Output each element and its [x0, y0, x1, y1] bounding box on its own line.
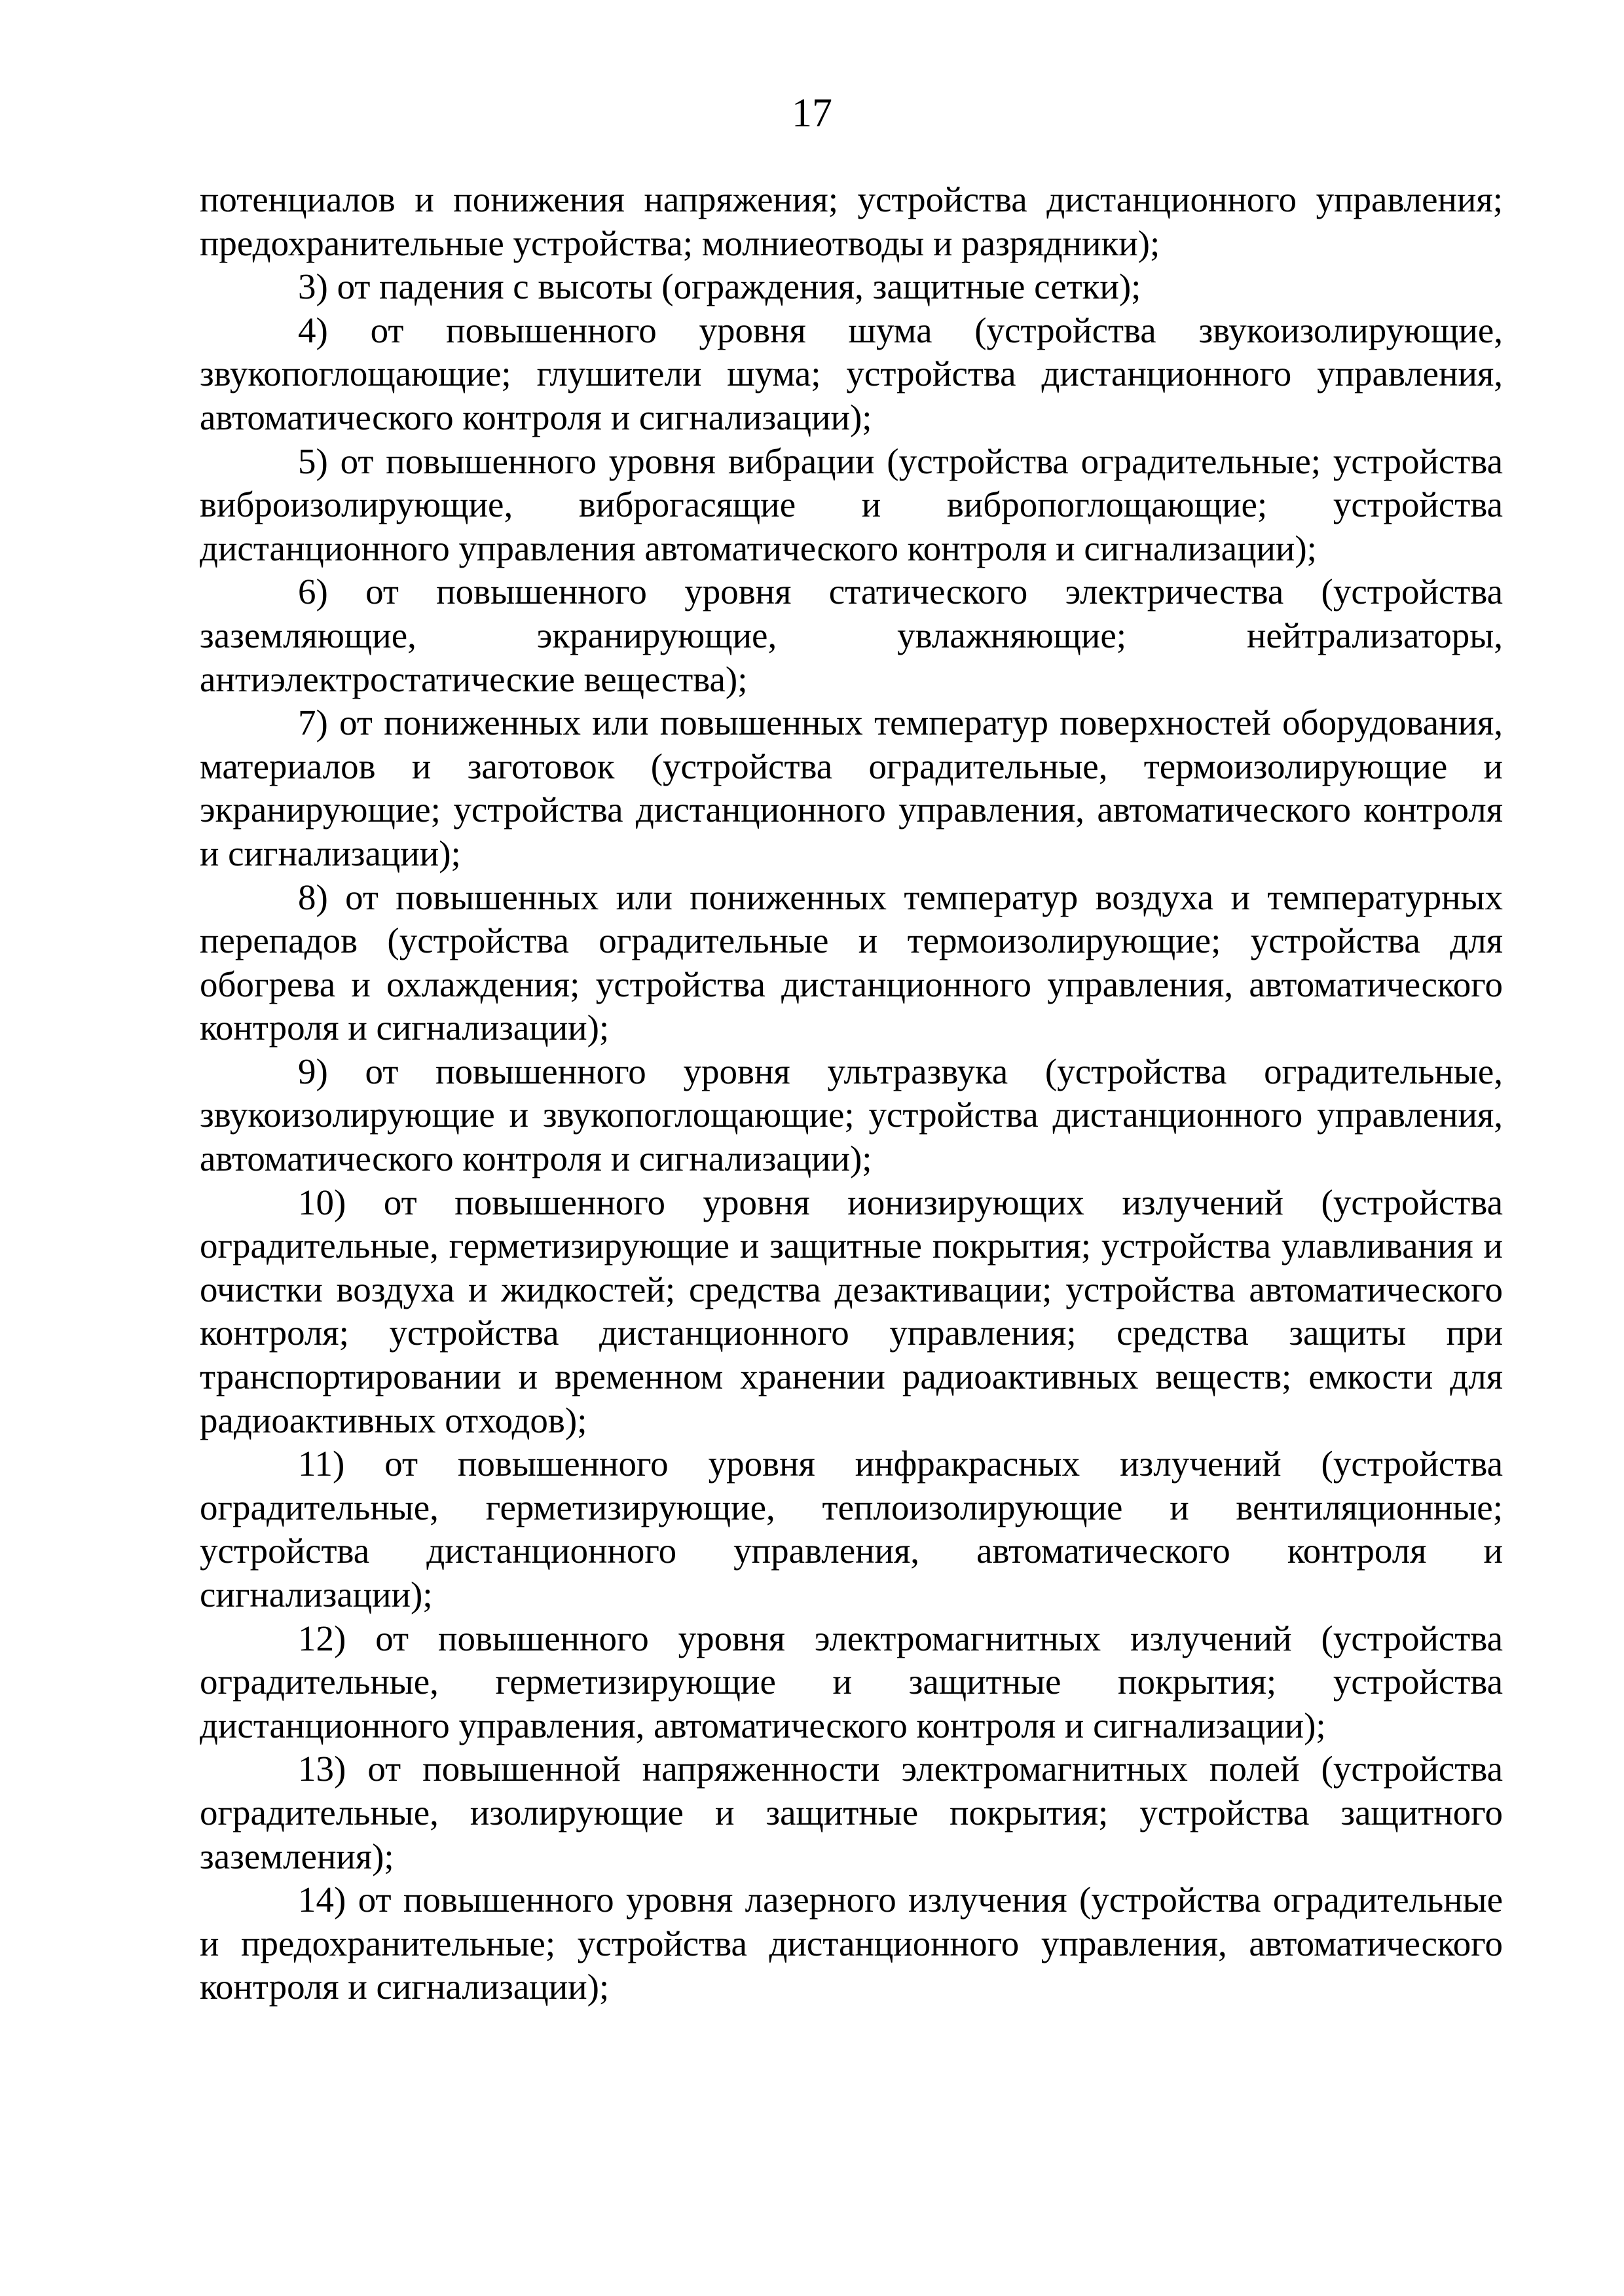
document-body — [200, 178, 1503, 2009]
list-item-6: 6) от повышенного уровня статического электричества (устройства заземляющие, экранирующие, увлажняющие; нейтрализаторы, антиэлектростатические вещества); — [200, 572, 1503, 699]
page-number: 17 — [792, 91, 832, 136]
list-item-13: 13) от повышенной напряженности электромагнитных полей (устройства оградительные, изолирующие и защитные покрытия; устройства защитного заземления); — [200, 1749, 1503, 1876]
list-item-8: 8) от повышенных или пониженных температур воздуха и температурных перепадов (устройства оградительные и термоизолирующие; устройства для обогрева и охлаждения; устройства дистанционного управления, автоматического контроля и сигнализации); — [200, 877, 1503, 1048]
list-item-10: 10) от повышенного уровня ионизирующих излучений (устройства оградительные, герметизирующие и защитные покрытия; устройства улавливания и очистки воздуха и жидкостей; средства дезактивации; устройства автоматического контроля; устройства дистанционного управления; средства защиты при транспортировании и временном хранении радиоактивных веществ; емкости для радиоактивных отходов); — [200, 1182, 1503, 1440]
paragraph-continuation: потенциалов и понижения напряжения; устройства дистанционного управления; предохранительные устройства; молниеотводы и разрядники); — [200, 179, 1503, 263]
list-item-12: 12) от повышенного уровня электромагнитных излучений (устройства оградительные, герметизирующие и защитные покрытия; устройства дистанционного управления, автоматического контроля и сигнализации); — [200, 1618, 1503, 1745]
list-item-4: 4) от повышенного уровня шума (устройства звукоизолирующие, звукопоглощающие; глушители шума; устройства дистанционного управления, автоматического контроля и сигнализации); — [200, 310, 1503, 437]
list-item-7: 7) от пониженных или повышенных температур поверхностей оборудования, материалов и заготовок (устройства оградительные, термоизолирующие и экранирующие; устройства дистанционного управления, автоматического контроля и сигнализации); — [200, 702, 1503, 873]
list-item-5: 5) от повышенного уровня вибрации (устройства оградительные; устройства виброизолирующие, виброгасящие и вибропоглощающие; устройства дистанционного управления автоматического контроля и сигнализации); — [200, 441, 1503, 568]
list-item-3: 3) от падения с высоты (ограждения, защитные сетки); — [298, 266, 1141, 307]
list-item-9: 9) от повышенного уровня ультразвука (устройства оградительные, звукоизолирующие и звукопоглощающие; устройства дистанционного управления, автоматического контроля и сигнализации); — [200, 1051, 1503, 1179]
list-item-11: 11) от повышенного уровня инфракрасных излучений (устройства оградительные, герметизирующие, теплоизолирующие и вентиляционные; устройства дистанционного управления, автоматического контроля и сигнализации); — [200, 1444, 1503, 1614]
list-item-14: 14) от повышенного уровня лазерного излучения (устройства оградительные и предохранительные; устройства дистанционного управления, автоматического контроля и сигнализации); — [200, 1880, 1503, 2007]
